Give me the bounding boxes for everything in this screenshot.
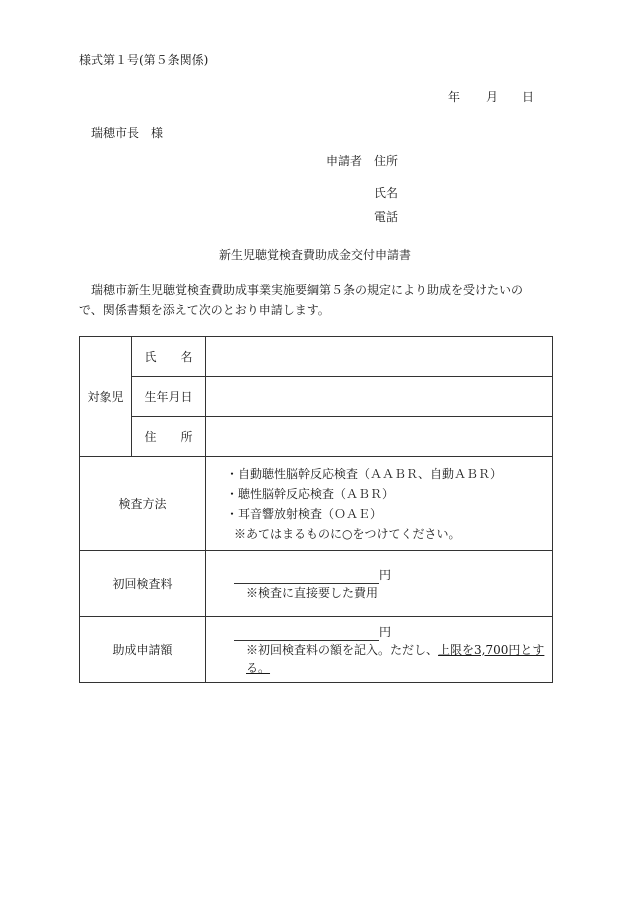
fee-header: 初回検査料 [80,551,206,617]
method-note: ※あてはまるものに○をつけてください。 [234,526,461,541]
date-year-label: 年 [448,90,461,104]
body-text-line-2: で、関係書類を添えて次のとおり申請します。 [79,303,330,317]
form-number: 様式第１号(第５条関係) [79,53,209,67]
applicant-name-label: 氏名 [374,186,399,200]
grant-amount-field[interactable] [234,626,379,641]
method-options-cell [206,457,553,551]
fee-cell [206,551,553,617]
grant-note: ※初回検査料の額を記入。ただし、 [246,642,439,657]
grant-limit-note: 上限を3,700円とする。 [246,642,545,675]
child-header: 対象児 [80,337,132,457]
child-address-label: 住 所 [132,417,206,457]
application-table [79,336,553,683]
applicant-phone-label: 電話 [374,210,399,224]
method-option-abr[interactable]: ・聴性脳幹反応検査（ＡＢＲ） [226,486,395,501]
date-month-label: 月 [486,90,499,104]
grant-unit: 円 [379,624,392,639]
body-text-line-1: 瑞穂市新生児聴覚検査費助成事業実施要綱第５条の規定により助成を受けたいの [91,283,524,297]
applicant-label: 申請者 [326,154,363,168]
fee-note: ※検査に直接要した費用 [246,585,379,600]
child-birthdate-field[interactable] [206,377,553,417]
method-option-aabr[interactable]: ・自動聴性脳幹反応検査（ＡＡＢＲ、自動ＡＢＲ） [226,466,503,481]
date-day-label: 日 [522,90,535,104]
child-name-label: 氏 名 [132,337,206,377]
grant-cell [206,617,553,683]
child-address-field[interactable] [206,417,553,457]
fee-unit: 円 [379,567,392,582]
child-birthdate-label: 生年月日 [132,377,206,417]
fee-amount-field[interactable] [234,569,379,584]
method-header: 検査方法 [80,457,206,551]
grant-header: 助成申請額 [80,617,206,683]
addressee: 瑞穂市長 様 [91,126,164,140]
applicant-address-label: 住所 [374,154,399,168]
method-option-oae[interactable]: ・耳音響放射検査（ＯＡＥ） [226,506,383,521]
child-name-field[interactable] [206,337,553,377]
document-title: 新生児聴覚検査費助成金交付申請書 [218,248,411,262]
